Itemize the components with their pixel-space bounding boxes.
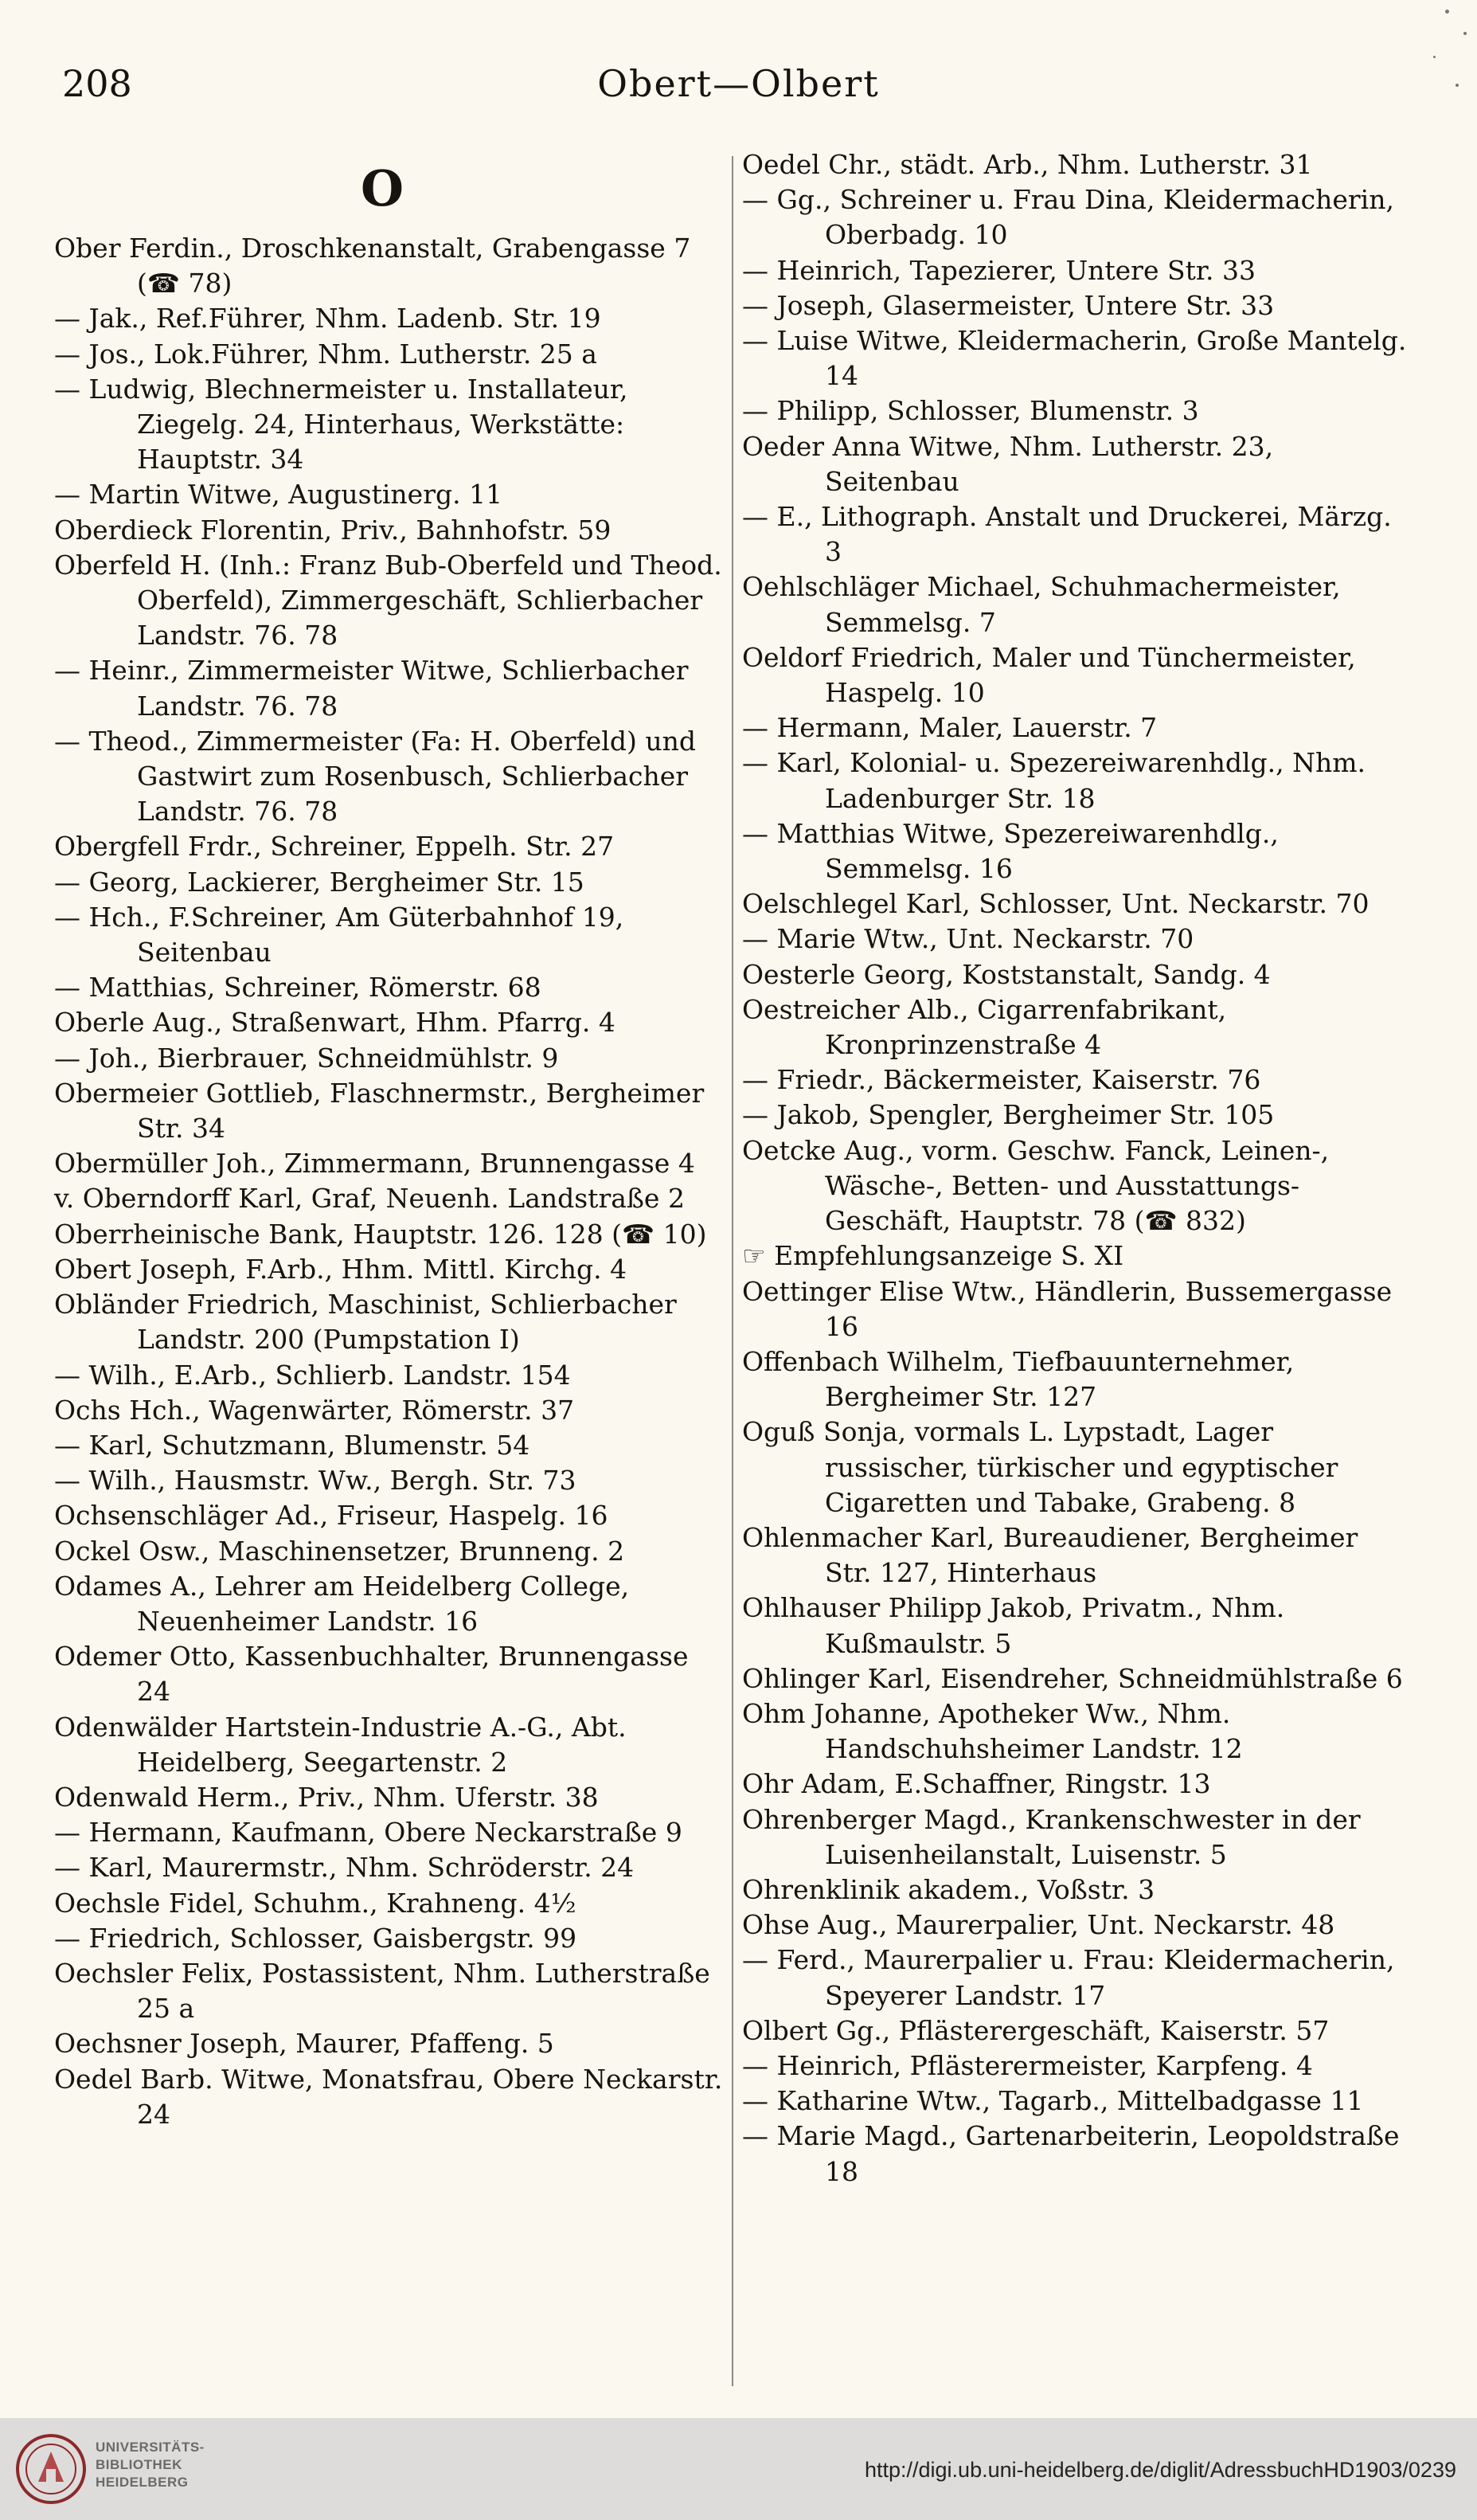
directory-entry: — Marie Magd., Gartenarbeiterin, Leopoldstraße 18 — [742, 2120, 1400, 2187]
directory-entry: Oechsle Fidel, Schuhm., Krahneng. 4½ — [54, 1887, 576, 1919]
directory-entry: Oberrheinische Bank, Hauptstr. 126. 128 (☎ 10) — [54, 1218, 707, 1250]
directory-entry: Odenwald Herm., Priv., Nhm. Uferstr. 38 — [54, 1781, 599, 1813]
directory-entry: Odames A., Lehrer am Heidelberg College, Neuenheimer Landstr. 16 — [54, 1570, 630, 1637]
directory-entry: Obermeier Gottlieb, Flaschnermstr., Bergheimer Str. 34 — [54, 1077, 705, 1145]
directory-entry: — Marie Wtw., Unt. Neckarstr. 70 — [742, 923, 1194, 955]
directory-entry: — Hch., F.Schreiner, Am Güterbahnhof 19, Seitenbau — [54, 901, 624, 968]
directory-entry: — Theod., Zimmermeister (Fa: H. Oberfeld) und Gastwirt zum Rosenbusch, Schlierbacher Landstr. 76. 78 — [54, 725, 696, 828]
university-seal-icon — [14, 2432, 88, 2506]
directory-entry: Oedel Barb. Witwe, Monatsfrau, Obere Neckarstr. 24 — [54, 2063, 723, 2130]
directory-entry: — Wilh., Hausmstr. Ww., Bergh. Str. 73 — [54, 1465, 576, 1497]
library-name-line: UNIVERSITÄTS- — [96, 2440, 205, 2455]
directory-entry: Olbert Gg., Pflästerergeschäft, Kaiserstr. 57 — [742, 2014, 1330, 2046]
directory-entry: Odemer Otto, Kassenbuchhalter, Brunnengasse 24 — [54, 1641, 689, 1708]
directory-entry: Oestreicher Alb., Cigarrenfabrikant, Kronprinzenstraße 4 — [742, 993, 1227, 1061]
directory-entry: Obländer Friedrich, Maschinist, Schlierbacher Landstr. 200 (Pumpstation I) — [54, 1289, 677, 1356]
directory-entry: Oehlschläger Michael, Schuhmachermeister, Semmelsg. 7 — [742, 571, 1341, 638]
directory-entry: — Matthias, Schreiner, Römerstr. 68 — [54, 972, 541, 1004]
directory-entry: — Philipp, Schlosser, Blumenstr. 3 — [742, 395, 1199, 427]
library-footer — [0, 2418, 1477, 2520]
directory-entry: Ohm Johanne, Apotheker Ww., Nhm. Handschuhsheimer Landstr. 12 — [742, 1697, 1243, 1765]
directory-entry: Oguß Sonja, vormals L. Lypstadt, Lager russischer, türkischer und egyptischer Cigaretten und Tabake, Grabeng. 8 — [742, 1416, 1338, 1518]
directory-entry: — Ferd., Maurerpalier u. Frau: Kleidermacherin, Speyerer Landstr. 17 — [742, 1944, 1395, 2011]
directory-entry: Ohr Adam, E.Schaffner, Ringstr. 13 — [742, 1768, 1211, 1800]
directory-entry: — Heinrich, Tapezierer, Untere Str. 33 — [742, 254, 1256, 286]
directory-entry: — Joh., Bierbrauer, Schneidmühlstr. 9 — [54, 1042, 559, 1074]
directory-entry: Oeldorf Friedrich, Maler und Tünchermeister, Haspelg. 10 — [742, 641, 1356, 709]
directory-entry: Ohlhauser Philipp Jakob, Privatm., Nhm. Kußmaulstr. 5 — [742, 1592, 1285, 1659]
column-divider — [732, 156, 733, 2386]
directory-entry: Odenwälder Hartstein-Industrie A.-G., Abt. Heidelberg, Seegartenstr. 2 — [54, 1711, 627, 1778]
directory-entry: — Karl, Schutzmann, Blumenstr. 54 — [54, 1429, 530, 1461]
directory-entry: — Gg., Schreiner u. Frau Dina, Kleidermacherin, Oberbadg. 10 — [742, 184, 1394, 251]
directory-entry: Offenbach Wilhelm, Tiefbauunternehmer, Bergheimer Str. 127 — [742, 1345, 1295, 1413]
directory-entry: — Karl, Maurermstr., Nhm. Schröderstr. 24 — [54, 1852, 635, 1884]
directory-entry: Ohrenberger Magd., Krankenschwester in der Luisenheilanstalt, Luisenstr. 5 — [742, 1803, 1361, 1870]
directory-entry: Ockel Osw., Maschinensetzer, Brunneng. 2 — [54, 1535, 625, 1567]
scan-speck — [1456, 84, 1459, 87]
directory-entry: — Hermann, Maler, Lauerstr. 7 — [742, 712, 1158, 744]
directory-entry: Oesterle Georg, Koststanstalt, Sandg. 4 — [742, 958, 1271, 990]
directory-entry: — Karl, Kolonial- u. Spezereiwarenhdlg., Nhm. Ladenburger Str. 18 — [742, 747, 1366, 814]
directory-entry: Ohse Aug., Maurerpalier, Unt. Neckarstr. 48 — [742, 1909, 1335, 1941]
directory-entry: Oberle Aug., Straßenwart, Hhm. Pfarrg. 4 — [54, 1007, 615, 1039]
directory-entry: — Friedr., Bäckermeister, Kaiserstr. 76 — [742, 1064, 1261, 1096]
directory-entry: Oberdieck Florentin, Priv., Bahnhofstr. 59 — [54, 514, 612, 546]
section-letter: O — [360, 159, 404, 217]
directory-entry: — Luise Witwe, Kleidermacherin, Große Mantelg. 14 — [742, 325, 1407, 392]
directory-entry: — Matthias Witwe, Spezereiwarenhdlg., Semmelsg. 16 — [742, 817, 1279, 885]
directory-entry: — E., Lithograph. Anstalt und Druckerei, Märzg. 3 — [742, 501, 1392, 568]
directory-entry: Ober Ferdin., Droschkenanstalt, Grabengasse 7 (☎ 78) — [54, 233, 691, 299]
source-url-link[interactable]: http://digi.ub.uni-heidelberg.de/diglit/AdressbuchHD1903/0239 — [864, 2458, 1456, 2482]
directory-entry: — Joseph, Glasermeister, Untere Str. 33 — [742, 289, 1275, 321]
directory-entry: Ochsenschläger Ad., Friseur, Haspelg. 16 — [54, 1500, 608, 1532]
directory-entry: — Jak., Ref.Führer, Nhm. Ladenb. Str. 19 — [54, 303, 601, 335]
directory-entry: Oberfeld H. (Inh.: Franz Bub-Oberfeld und Theod. Oberfeld), Zimmergeschäft, Schlierbacher Landstr. 76. 78 — [54, 549, 722, 652]
scan-speck — [1433, 56, 1436, 58]
directory-entry: — Georg, Lackierer, Bergheimer Str. 15 — [54, 866, 584, 898]
directory-entry: — Jos., Lok.Führer, Nhm. Lutherstr. 25 a — [54, 338, 597, 370]
directory-entry: Oeder Anna Witwe, Nhm. Lutherstr. 23, Seitenbau — [742, 430, 1274, 497]
right-column — [742, 147, 1413, 2189]
library-name — [96, 2439, 205, 2491]
directory-entry: Oedel Chr., städt. Arb., Nhm. Lutherstr. 31 — [742, 149, 1313, 180]
directory-entry: Oetcke Aug., vorm. Geschw. Fanck, Leinen-, Wäsche-, Betten- und Ausstattungs-Geschäft, Hauptstr. 78 (☎ 832) — [742, 1134, 1330, 1237]
library-name-line: BIBLIOTHEK — [96, 2457, 182, 2472]
directory-entry: — Friedrich, Schlosser, Gaisbergstr. 99 — [54, 1922, 577, 1954]
directory-entry: Ohrenklinik akadem., Voßstr. 3 — [742, 1873, 1155, 1905]
directory-entry: Obermüller Joh., Zimmermann, Brunnengasse 4 — [54, 1148, 695, 1180]
directory-entry: — Hermann, Kaufmann, Obere Neckarstraße 9 — [54, 1817, 682, 1849]
page-number: 208 — [62, 62, 132, 105]
directory-entry: Oelschlegel Karl, Schlosser, Unt. Neckarstr. 70 — [742, 888, 1370, 920]
running-head: Obert—Olbert — [597, 62, 880, 105]
library-name-line: HEIDELBERG — [96, 2475, 189, 2490]
directory-entry: — Ludwig, Blechnermeister u. Installateur, Ziegelg. 24, Hinterhaus, Werkstätte: Hauptstr. 34 — [54, 373, 628, 475]
directory-entry: ☞ Empfehlungsanzeige S. XI — [742, 1240, 1124, 1272]
scan-speck — [1463, 32, 1467, 35]
scan-speck — [1445, 10, 1449, 14]
directory-entry: Ochs Hch., Wagenwärter, Römerstr. 37 — [54, 1394, 575, 1426]
directory-entry: v. Oberndorff Karl, Graf, Neuenh. Landstraße 2 — [54, 1183, 685, 1215]
directory-entry: Oechsler Felix, Postassistent, Nhm. Lutherstraße 25 a — [54, 1957, 710, 2025]
left-column — [54, 231, 725, 2132]
directory-entry: Obert Joseph, F.Arb., Hhm. Mittl. Kirchg. 4 — [54, 1253, 627, 1285]
directory-entry: — Martin Witwe, Augustinerg. 11 — [54, 479, 503, 511]
directory-entry: Oechsner Joseph, Maurer, Pfaffeng. 5 — [54, 2028, 554, 2060]
directory-entry: — Heinrich, Pflästerermeister, Karpfeng. 4 — [742, 2049, 1313, 2081]
directory-entry: — Katharine Wtw., Tagarb., Mittelbadgasse 11 — [742, 2085, 1364, 2117]
directory-entry: Oettinger Elise Wtw., Händlerin, Bussemergasse 16 — [742, 1275, 1393, 1342]
directory-entry: — Jakob, Spengler, Bergheimer Str. 105 — [742, 1099, 1275, 1131]
directory-entry: Ohlenmacher Karl, Bureaudiener, Bergheimer Str. 127, Hinterhaus — [742, 1521, 1358, 1589]
directory-entry: — Heinr., Zimmermeister Witwe, Schlierbacher Landstr. 76. 78 — [54, 655, 689, 722]
directory-entry: Ohlinger Karl, Eisendreher, Schneidmühlstraße 6 — [742, 1662, 1403, 1694]
directory-entry: Obergfell Frdr., Schreiner, Eppelh. Str. 27 — [54, 831, 615, 863]
directory-entry: — Wilh., E.Arb., Schlierb. Landstr. 154 — [54, 1359, 571, 1391]
